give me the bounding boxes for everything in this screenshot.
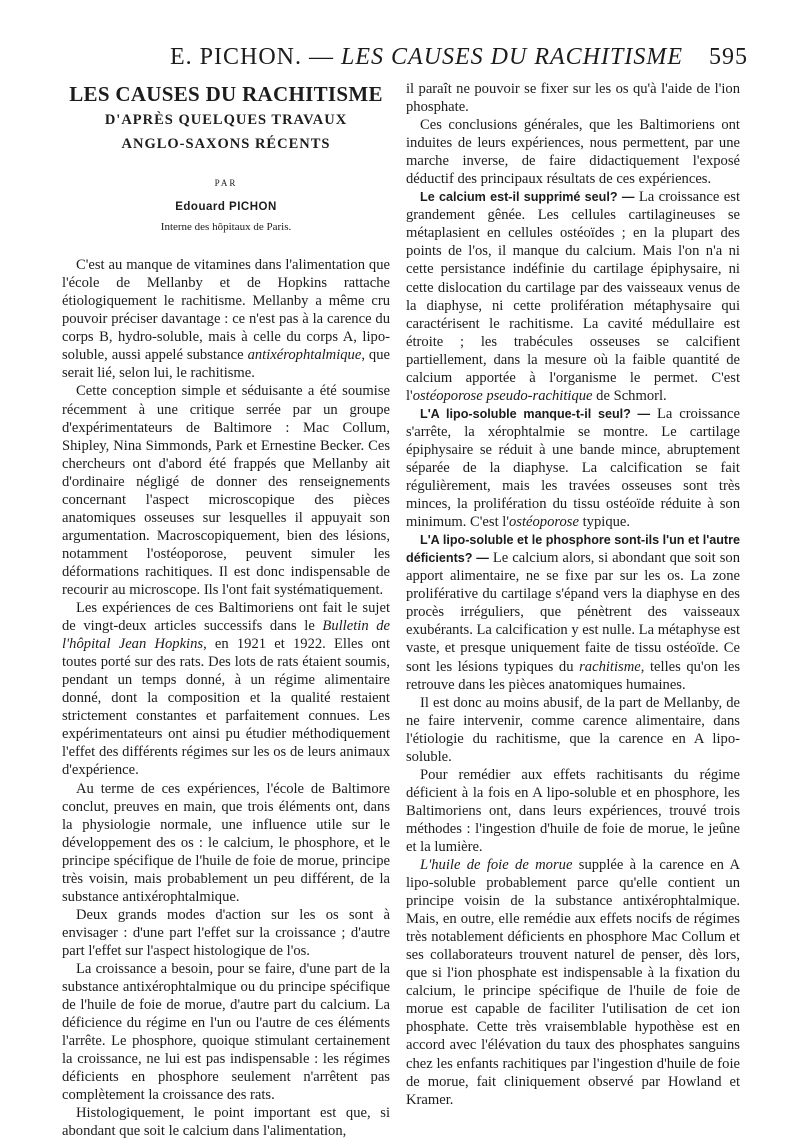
- article-subtitle-line-1: D'APRÈS QUELQUES TRAVAUX: [104, 112, 348, 128]
- paragraph: Il est donc au moins abusif, de la part de Mellanby, de ne faire intervenir, comme carence alimentaire, dans l'étiologie du rachitisme, que la carence en A lipo-soluble.: [406, 694, 740, 765]
- page-number: 595: [709, 44, 748, 70]
- running-head-dash: —: [309, 44, 335, 70]
- paragraph: L'A lipo-soluble et le phosphore sont-ils l'un et l'autre déficients? — Le calcium alors, si abondant que soit son apport alimentaire, ne se fixe par sur les os. La zone proliférative du cartilage s'épand vers la diaphyse en des procès irréguliers, que pénètrent des vaisseaux exubérants. La calcification y est nulle. La métaphyse est vaste, et presque uniquement faite de tissu ostéoïde. Ce sont les lésions typiques du rachitisme, telles qu'on les retrouve dans les pièces anatomiques humaines.: [406, 533, 740, 693]
- section-heading: L'A lipo-soluble manque-t-il seul? —: [420, 406, 651, 421]
- paragraph: Les expériences de ces Baltimoriens ont fait le sujet de vingt-deux articles successifs dans le Bulletin de l'hôpital Jean Hopkins, en 1921 et 1922. Elles ont toutes porté sur des rats. Des lots de rats étaient soumis, pendant un temps donné, à un régime alimentaire donné, dont la composition et la qualité restaient strictement constantes et parfaitement connues. Les expérimentateurs ont ainsi pu étudier méthodiquement l'effet des différents régimes sur les os de leurs animaux d'expérience.: [62, 600, 391, 779]
- author-name: Edouard PICHON: [175, 201, 277, 214]
- paragraph: C'est au manque de vitamines dans l'alimentation que l'école de Mellanby et de Hopkins rattache étiologiquement le rachitisme. Mellanby a même cru pouvoir préciser davantage : ce n'est pas à la carence du corps B, hydro-soluble, mais à celle du corps A, lipo-soluble, aussi appelé substance antixérophtalmique, que serait lié, selon lui, le rachitisme.: [62, 257, 391, 382]
- paragraph-continuation: il paraît ne pouvoir se fixer sur les os qu'à l'aide de l'ion phosphate.: [406, 81, 740, 116]
- byline: PAR: [214, 178, 238, 188]
- article-subtitle-line-2: ANGLO-SAXONS RÉCENTS: [121, 136, 331, 152]
- paragraph: Le calcium est-il supprimé seul? — La croissance est grandement gênée. Les cellules cartilagineuses se métaplasient en cellules ostéoïdes ; en la plupart des points de l'os, il manque du calcium. Mais l'on n'a ni cette persistance indéfinie du cartilage épiphysaire, ni cette dislocation du cartilage par des vaisseaux venus de la diaphyse, ni cette prolifération métaphysaire qui caractérisent le rachitisme. La cavité médullaire est étroite ; les trabécules osseuses se calcifient partiellement, dans la mesure où la faible quantité de calcium apportée à l'organisme le permet. C'est l'ostéoporose pseudo-rachitique de Schmorl.: [406, 189, 740, 404]
- author-affiliation: Interne des hôpitaux de Paris.: [160, 221, 292, 234]
- paragraph: Au terme de ces expériences, l'école de Baltimore conclut, preuves en main, que trois éléments ont, dans la physiologie normale, une influence utile sur le développement des os : le calcium, le phosphore, et le principe spécifique de l'huile de foie de morue, principe très voisin, mais probablement un peu différent, de la substance antixérophtalmique.: [62, 780, 390, 905]
- running-head-article-title: LES CAUSES DU RACHITISME: [341, 44, 683, 70]
- section-heading: L'A lipo-soluble et le phosphore sont-ils l'un et l'autre déficients? —: [406, 533, 740, 566]
- right-column: [406, 80, 741, 1108]
- section-heading: Le calcium est-il supprimé seul? —: [420, 190, 635, 205]
- paragraph: Ces conclusions générales, que les Baltimoriens ont induites de leurs expériences, nous permettent, par une marche inverse, de faire didactiquement l'exposé déductif des principaux résultats de ces expériences.: [406, 117, 740, 188]
- paragraph: La croissance a besoin, pour se faire, d'une part de la substance antixérophtalmique ou du principe spécifique de l'huile de foie de morue, d'autre part du calcium. La déficience du régime en l'un ou l'autre de ces éléments l'arrête. Le phosphore, quoique stimulant certainement la croissance, ne lui est pas indispensable : les régimes déficients en phosphore seulement n'arrêtent pas complètement la croissance des rats.: [62, 960, 390, 1104]
- left-column: [62, 80, 391, 1140]
- running-head-title: [170, 44, 683, 71]
- paragraph: Cette conception simple et séduisante a été soumise récemment à une critique serrée par un groupe d'expérimentateurs de Baltimore : Mac Collum, Shipley, Nina Simmonds, Park et Ernestine Becker. Ces chercheurs ont d'abord été frappés que Mellanby ait d'ordinaire négligé de donner des renseignements concernant l'aspect microscopique des pièces anatomiques osseuses sur lesquelles il appuyait son argumentation. Macroscopiquement, bien des lésions, notamment l'ostéoporose, peuvent simuler les déformations rachitiques. Il est donc indispensable de recourir au microscope. Ils l'ont fait systématiquement.: [62, 383, 390, 598]
- running-head-author: E. PICHON.: [170, 44, 303, 70]
- paragraph: Histologiquement, le point important est que, si abondant que soit le calcium dans l'alimentation,: [62, 1105, 390, 1140]
- paragraph: L'huile de foie de morue supplée à la carence en A lipo-soluble probablement parce qu'elle contient un principe voisin de la substance antixérophtalmique. Mais, en outre, elle remédie aux effets nocifs de régimes très notablement déficients en phosphore Mac Collum et ses collaborateurs trouvent naturel de penser, dès lors, que si l'ion phosphate est indispensable à la fixation du calcium, le principe spécifique de l'huile de foie de morue est capable de faciliter l'utilisation de cet ion phosphate. Cette très vraisemblable hypothèse est en accord avec l'élévation du taux des phosphates sanguins chez les enfants rachitiques par l'ingestion d'huile de foie de morue, fait cliniquement observé par Howland et Kramer.: [406, 857, 741, 1108]
- paragraph: Pour remédier aux effets rachitisants du régime déficient à la fois en A lipo-soluble et en phosphore, les Baltimoriens ont, dans leurs expériences, trouvé trois méthodes : l'ingestion d'huile de foie de morue, le jeûne et la lumière.: [406, 766, 740, 855]
- paragraph: Deux grands modes d'action sur les os sont à envisager : d'une part l'effet sur la croissance ; d'autre part l'effet sur l'aspect histologique de l'os.: [62, 906, 390, 959]
- article-title: LES CAUSES DU RACHITISME: [69, 82, 383, 106]
- paragraph: L'A lipo-soluble manque-t-il seul? — La croissance s'arrête, la xérophtalmie se montre. Le cartilage épiphysaire se réduit à une bande mince, abruptement séparée de la diaphyse. La calcification se fait régulièrement, mais les travées osseuses sont très minces, la prolifération du tissu ostéoïde réduite à son minimum. C'est l'ostéoporose typique.: [406, 405, 740, 531]
